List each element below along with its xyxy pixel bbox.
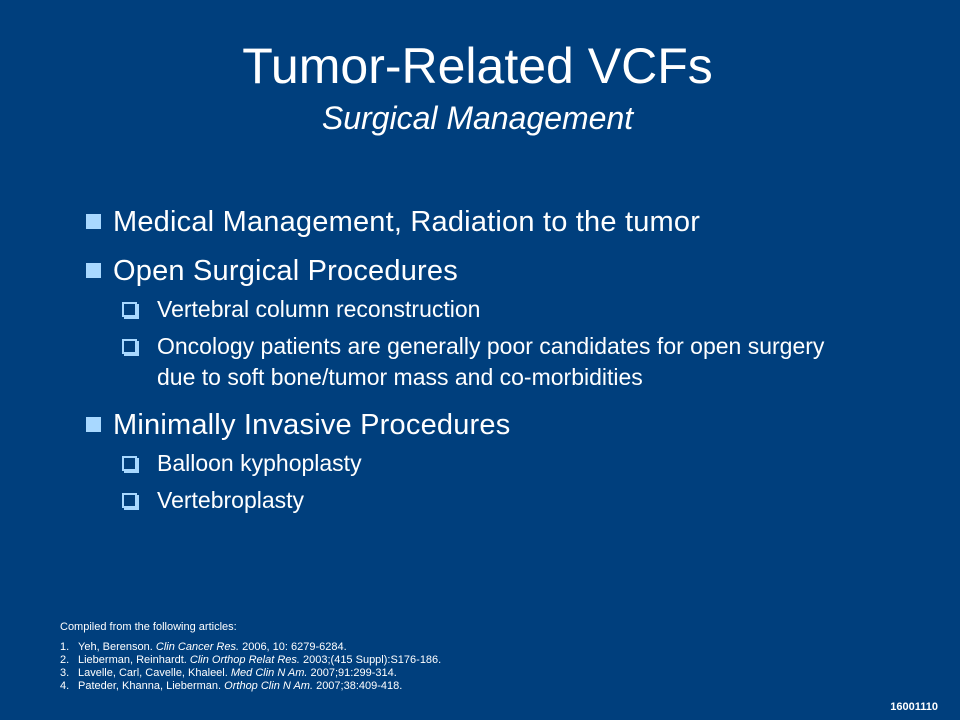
- reference-number: 4.: [60, 680, 70, 692]
- reference-journal: Clin Cancer Res.: [155, 641, 240, 653]
- bullet-open-surgical: [86, 254, 846, 288]
- reference-authors: Pateder, Khanna, Lieberman.: [78, 680, 225, 692]
- hollow-square-bullet-icon: [122, 302, 137, 317]
- slide-id: 16001110: [890, 701, 938, 713]
- bullet-text: Open Surgical Procedures: [113, 255, 458, 287]
- reference-details: 2006, 10: 6279-6284.: [239, 641, 347, 653]
- sub-bullet-text: Vertebral column reconstruction: [157, 296, 481, 322]
- reference-journal: Med Clin N Am.: [230, 667, 308, 679]
- hollow-square-bullet-icon: [122, 339, 137, 354]
- sub-bullet-text: Vertebroplasty: [157, 487, 305, 513]
- reference-item: [60, 654, 441, 667]
- sub-bullet-text: Oncology patients are generally poor candidates for open surgery due to soft bone/tumor mass and co-morbidities: [157, 333, 825, 390]
- reference-authors: Lieberman, Reinhardt.: [78, 654, 190, 666]
- square-bullet-icon: [86, 263, 101, 278]
- reference-journal: Clin Orthop Relat Res.: [189, 654, 300, 666]
- square-bullet-icon: [86, 214, 101, 229]
- reference-authors: Yeh, Berenson.: [78, 641, 156, 653]
- sub-bullet-oncology: [122, 331, 846, 393]
- hollow-square-bullet-icon: [122, 456, 137, 471]
- reference-number: 2.: [60, 654, 70, 666]
- title-block: [0, 38, 955, 138]
- bullet-text: Minimally Invasive Procedures: [113, 409, 511, 441]
- reference-item: [60, 680, 441, 693]
- square-bullet-icon: [86, 417, 101, 432]
- slide-title: Tumor-Related VCFs: [242, 38, 713, 94]
- bullet-minimally-invasive: [86, 408, 846, 442]
- references-intro: Compiled from the following articles:: [60, 621, 237, 633]
- sub-bullet-reconstruction: [122, 294, 846, 325]
- sub-bullet-vertebroplasty: [122, 485, 846, 516]
- reference-item: [60, 667, 441, 680]
- hollow-square-bullet-icon: [122, 493, 137, 508]
- sub-bullet-kyphoplasty: [122, 448, 846, 479]
- reference-details: 2003;(415 Suppl):S176-186.: [299, 654, 442, 666]
- reference-details: 2007;91:299-314.: [307, 667, 397, 679]
- sub-bullet-text: Balloon kyphoplasty: [157, 450, 362, 476]
- reference-journal: Orthop Clin N Am.: [224, 680, 314, 692]
- reference-item: [60, 641, 441, 654]
- bullet-text: Medical Management, Radiation to the tumor: [113, 206, 701, 238]
- references: [60, 621, 441, 693]
- reference-number: 3.: [60, 667, 70, 679]
- reference-details: 2007;38:409-418.: [313, 680, 403, 692]
- bullet-list: [86, 205, 846, 516]
- reference-authors: Lavelle, Carl, Cavelle, Khaleel.: [78, 667, 231, 679]
- reference-list: [60, 641, 441, 693]
- bullet-medical-management: [86, 205, 846, 239]
- reference-number: 1.: [60, 641, 70, 653]
- slide-subtitle: Surgical Management: [321, 100, 634, 136]
